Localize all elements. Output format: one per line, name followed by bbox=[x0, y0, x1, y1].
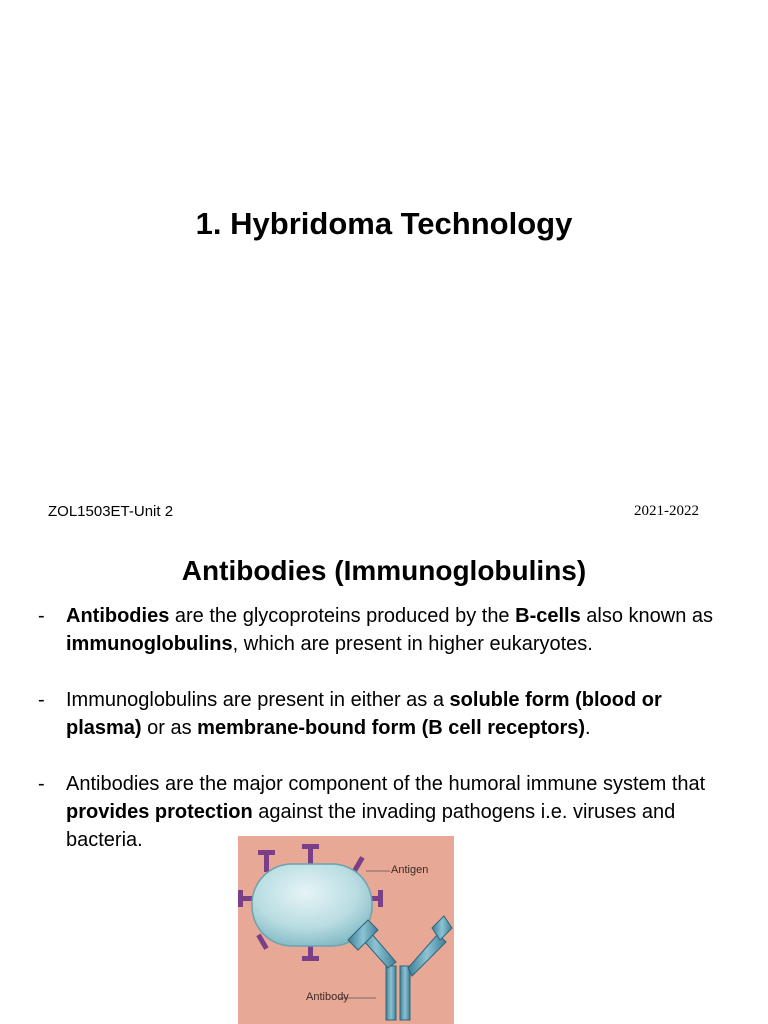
bullet-item bbox=[38, 686, 738, 742]
body-text: . bbox=[585, 717, 591, 739]
footer-course-code: ZOL1503ET-Unit 2 bbox=[48, 503, 174, 520]
section-heading: Antibodies (Immunoglobulins) bbox=[181, 555, 587, 586]
bullet-list bbox=[38, 602, 738, 854]
bold-text: membrane-bound form (B cell receptors) bbox=[197, 717, 586, 739]
footer-year: 2021-2022 bbox=[634, 503, 699, 519]
bold-text: immunoglobulins bbox=[66, 633, 233, 655]
bullet-dash: - bbox=[38, 689, 45, 711]
body-text: also known as bbox=[580, 605, 714, 627]
bullet-item bbox=[38, 602, 738, 658]
body-text: against the invading pathogens i.e. viruses and bacteria. bbox=[66, 801, 676, 851]
bold-text: Antibodies bbox=[66, 605, 170, 627]
body-text: , which are present in higher eukaryotes. bbox=[232, 633, 593, 655]
bold-text: provides protection bbox=[66, 801, 253, 823]
bold-text: soluble form (blood or plasma) bbox=[66, 689, 662, 739]
body-text: Antibodies are the major component of the humoral immune system that bbox=[66, 773, 706, 795]
antibody-shape bbox=[348, 916, 452, 1020]
bullet-dash: - bbox=[38, 605, 45, 627]
antibody-antigen-figure bbox=[238, 836, 454, 1024]
body-text: or as bbox=[141, 717, 198, 739]
bold-text: B-cells bbox=[515, 605, 581, 627]
antigen-label: Antigen bbox=[391, 864, 429, 876]
antibody-label: Antibody bbox=[306, 991, 349, 1003]
body-text: are the glycoproteins produced by the bbox=[169, 605, 516, 627]
body-text: Immunoglobulins are present in either as a bbox=[66, 689, 450, 711]
bullet-dash: - bbox=[38, 773, 45, 795]
slide-title: 1. Hybridoma Technology bbox=[195, 206, 573, 241]
